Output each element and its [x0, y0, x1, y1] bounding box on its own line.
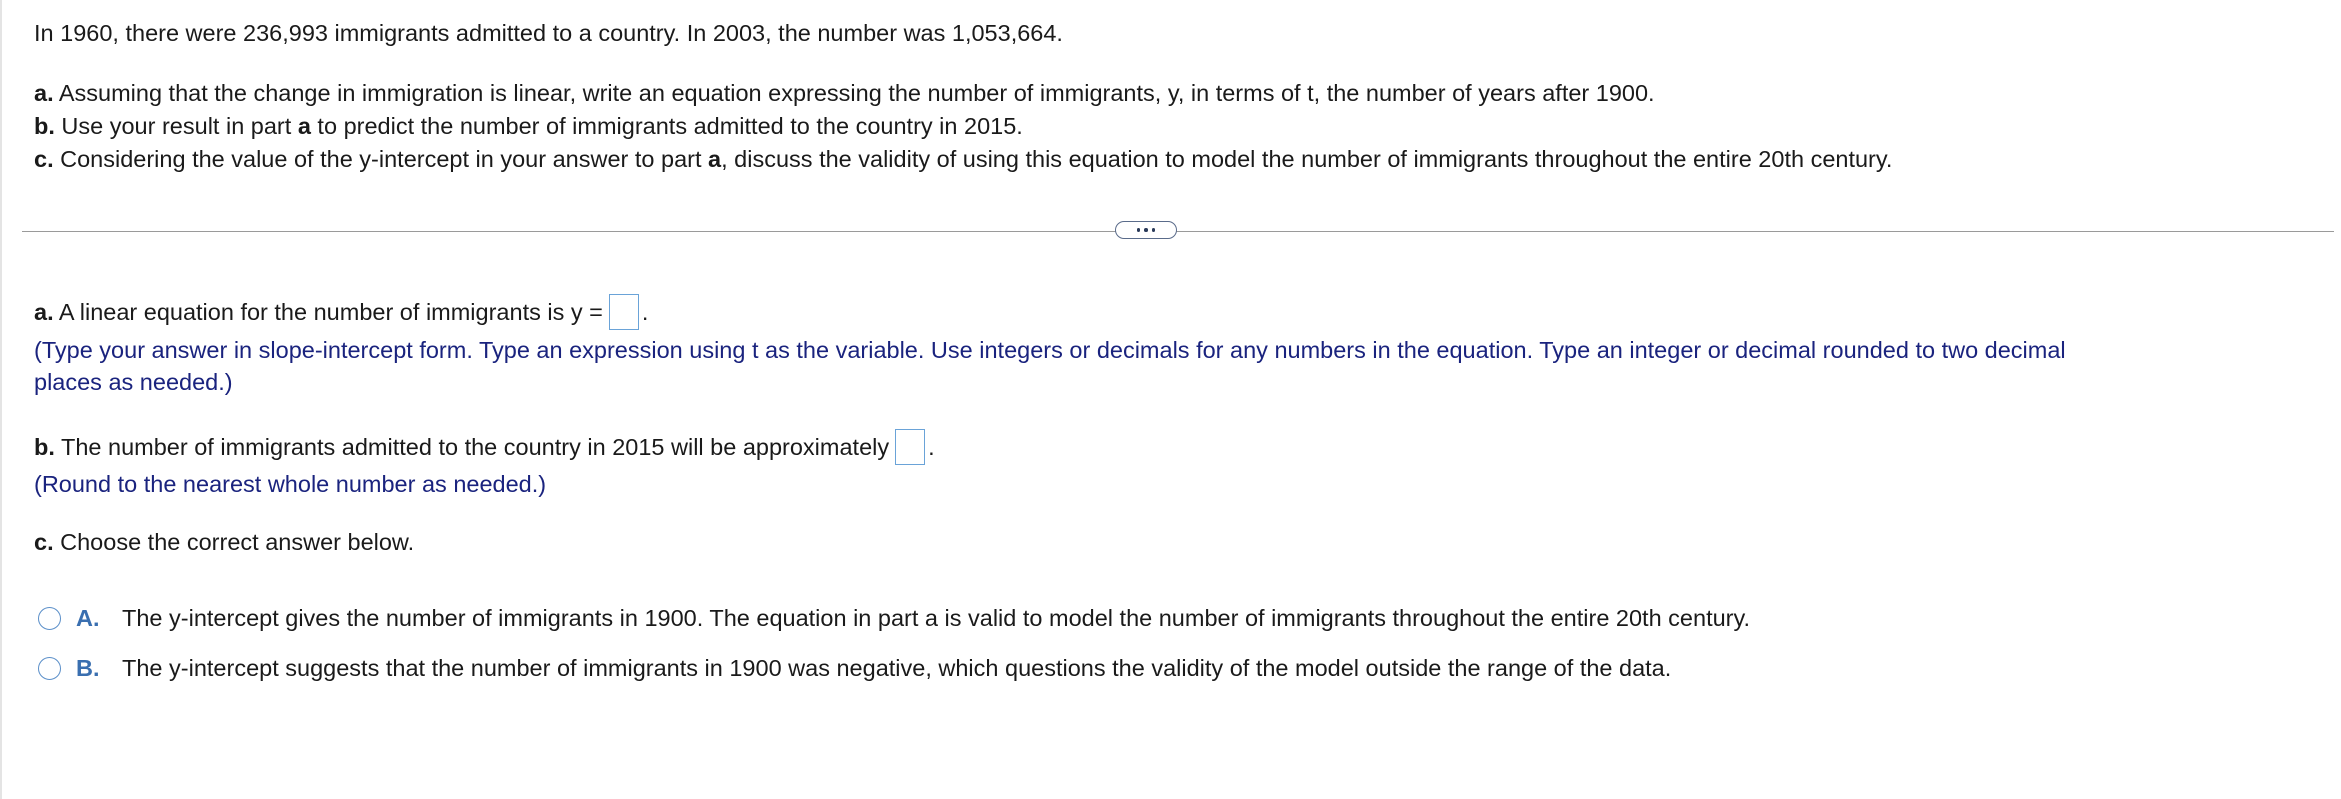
answer-a-input[interactable]	[609, 294, 639, 330]
choice-a[interactable]	[38, 605, 1750, 632]
radio-button-icon[interactable]	[38, 657, 61, 680]
choice-b-text: The y-intercept suggests that the number of immigrants in 1900 was negative, which questions the validity of the model outside the range of the data.	[122, 655, 1672, 681]
answer-c-line	[34, 527, 414, 557]
answer-b-input[interactable]	[895, 429, 925, 465]
answer-a-hint-line2: places as needed.)	[34, 369, 233, 395]
choice-b-letter: B.	[76, 655, 100, 681]
answer-a-prompt: A linear equation for the number of immigrants is y =	[53, 299, 603, 326]
answer-c-prompt: Choose the correct answer below.	[53, 529, 415, 555]
answer-b-prompt: The number of immigrants admitted to the country in 2015 will be approximately	[54, 434, 890, 461]
part-c-label: c.	[34, 146, 54, 172]
answer-a-label: a.	[34, 299, 54, 326]
part-b-text-pre: Use your result in part	[54, 113, 298, 139]
more-dot	[1144, 228, 1148, 232]
part-c-text-post: , discuss the validity of using this equation to model the number of immigrants throughout the entire 20th century.	[721, 146, 1893, 172]
left-edge-border	[0, 0, 2, 799]
answer-a-hint-line1: (Type your answer in slope-intercept form. Type an expression using t as the variable. Use integers or decimals for any numbers in the equation. Type an integer or decimal rounded to two decimal	[34, 337, 2066, 363]
answer-b-label: b.	[34, 434, 55, 461]
part-c-text-pre: Considering the value of the y-intercept in your answer to part	[53, 146, 709, 172]
choice-a-text: The y-intercept gives the number of immigrants in 1900. The equation in part a is valid to model the number of immigrants throughout the entire 20th century.	[122, 605, 1751, 631]
problem-part-a	[34, 78, 1655, 108]
answer-a-line	[34, 296, 648, 332]
more-dot	[1152, 228, 1156, 232]
choice-a-letter: A.	[76, 605, 100, 631]
expand-button[interactable]	[1115, 221, 1177, 239]
problem-part-b	[34, 111, 1023, 141]
answer-b-line	[34, 431, 935, 467]
more-dots-icon	[1137, 228, 1141, 232]
radio-button-icon[interactable]	[38, 607, 61, 630]
answer-b-end: .	[928, 434, 935, 461]
answer-c-label: c.	[34, 529, 54, 555]
answer-b-hint: (Round to the nearest whole number as needed.)	[34, 471, 547, 497]
problem-part-c	[34, 144, 1892, 174]
part-c-ref: a	[708, 146, 722, 172]
part-b-text-post: to predict the number of immigrants admitted to the country in 2015.	[310, 113, 1023, 139]
part-b-ref: a	[297, 113, 311, 139]
answer-a-end: .	[641, 299, 649, 326]
part-a-label: a.	[34, 80, 54, 106]
problem-intro: In 1960, there were 236,993 immigrants admitted to a country. In 2003, the number was 1,053,664.	[34, 20, 1063, 46]
section-divider	[22, 231, 2334, 232]
part-a-text: Assuming that the change in immigration is linear, write an equation expressing the number of immigrants, y, in terms of t, the number of years after 1900.	[53, 80, 1655, 106]
part-b-label: b.	[34, 113, 55, 139]
choice-b[interactable]	[38, 655, 1671, 682]
